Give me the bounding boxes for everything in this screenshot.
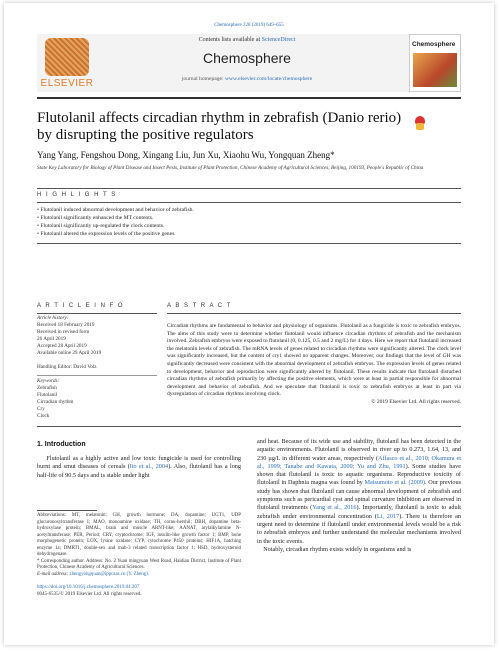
citation-link[interactable]: Affasco et al., 2010; Okamura et al., 1999; Tanabe and Kawata, 2009; Yu and Zhu, 1991 bbox=[257, 454, 461, 470]
article-info-heading: A R T I C L E I N F O bbox=[37, 303, 125, 309]
highlight-item: • Flutolanil significantly enhanced the MT contents. bbox=[37, 215, 154, 221]
divider bbox=[37, 313, 157, 314]
abstract-text: Circadian rhythms are fundamental to behavior and physiology of organisms. Flutolanil as a fungicide is toxic to zebrafish embryos. The aims of this study were to determine whether flutolanil would influence circadian rhythms of zebrafish and the mechanism involved. Zebrafish embryos were exposed to flutolanil (0, 0.125, 0.5 and 2 mg/L) for 4 days. Here we report that flutolanil increased the melatonin levels of zebrafish. The mRNA levels of genes related to circadian rhythms were significantly altered. The clock level was significantly increased, but the content of cry1 showed no apparent changes. Moreover, our findings that the level of GH was significantly decreased were consistent with the abnormal development of zebrafish embryos. The expression levels of genes related to development, behavior and reproduction were significantly altered by flutolanil. These results indicate that flutolanil disturbed circadian rhythms of zebrafish primarily by affecting the positive elements, which were at least in partial responsible for abnormal development and behavior of zebrafish. And we speculate that flutolanil is toxic to zebrafish embryos at least in part via dysregulation of circadian rhythms involving clock. © 2019 Elsevier Ltd. All rights reserved. bbox=[167, 323, 461, 405]
journal-header bbox=[37, 34, 461, 92]
highlight-item: • Flutolanil significantly up-regulated the clock contents. bbox=[37, 223, 165, 229]
doi-link[interactable]: https://doi.org/10.1016/j.chemosphere.2019.04.207 bbox=[37, 585, 140, 590]
email-link[interactable]: zhengyongquan@ippcaas.cn (Y. Zheng). bbox=[69, 571, 149, 577]
elsevier-logo[interactable] bbox=[37, 34, 97, 92]
handling-editor: Handling Editor: David Volz bbox=[37, 364, 97, 370]
abstract-copyright: © 2019 Elsevier Ltd. All rights reserved. bbox=[371, 398, 461, 405]
history-line: 26 April 2019 bbox=[37, 336, 66, 342]
sciencedirect-link[interactable]: ScienceDirect bbox=[261, 37, 296, 43]
highlight-item: • Flutolanil induced abnormal development and behavior of zebrafish. bbox=[37, 207, 194, 213]
highlight-item: • Flutolanil altered the expression levels of the positive genes. bbox=[37, 231, 176, 237]
abbreviations: Abbreviations: MT, melatonin; GH, growth hormone; DA, dopamine; UGT1, UDP glucuronosyltransferase 1; MAO, monoamine oxidase; TH, cornu-hershil; DBH, dopamine beta-hydroxylase protein; BMAL, brain and muscle ARNT-like; AANAT, arylalkylamine N-acetyltransferase; PER, Period; CRY, cryptochrome; IGF, insulin-like growth factor 1; BMP, bone morphogenetic protein; LOX, lysine oxidase; CYP, cytochrome P450 proteins; HIF1A, hatching enzyme 1a; DMRT1, double-sex and mab-3 related transcription factor 1; HSD, hydroxysteroid dehydrogenase. bbox=[37, 513, 241, 557]
corresponding-author: * Corresponding author. Address: No. 2 Yuan mingyuan West Road, Haidian District, Institute of Plant Protection, Chinese Academy of Agricultural Sciences. bbox=[37, 558, 241, 570]
journal-cover[interactable] bbox=[409, 34, 461, 92]
homepage-link[interactable]: www.elsevier.com/locate/chemosphere bbox=[224, 76, 313, 82]
article-title: Flutolanil affects circadian rhythm in zebrafish (Danio rerio) by disrupting the positive regulators bbox=[37, 110, 402, 143]
crossmark-icon[interactable] bbox=[414, 116, 426, 131]
intro-column-2: and heat. Because of its wide use and stability, flutolanil has been detected in the aquatic environments. Flutolanil is observed in river up to 0.273, 1.64, 13, and 230 µg/L in different water areas, respectively (Affasco et al., 2010; Okamura et al., 1999; Tanabe and Kawata, 2009; Yu and Zhu, 1991). Some studies have shown that flutolanil is toxic to aquatic organisms. Reproductive toxicity of flutolanil in Daphnia magna was found by Matsumoto et al. (2009). Our previous study has shown that flutolanil can cause abnormal development of zebrafish and symptoms such as pericardial cyst and spinal curvature inhibition are observed in flutolanil treatments (Yang et al., 2016). Importantly, flutolanil is toxic to adult zebrafish under environmental concentration (Li, 2017). There is therefore an urgent need to determine if flutolanil under environmental levels would be a risk to zebrafish embryos and further understand the molecular mechanisms involved in the toxic events. Notably, circadian rhythm exists widely in organisms and is bbox=[257, 438, 462, 553]
divider bbox=[167, 313, 461, 314]
citation-link[interactable]: Li, 2017 bbox=[376, 512, 400, 520]
history-line: Available online 29 April 2019 bbox=[37, 350, 102, 356]
keyword: Circadian rhythm bbox=[37, 399, 74, 405]
abstract-heading: A B S T R A C T bbox=[167, 303, 232, 309]
divider bbox=[37, 243, 461, 244]
publisher-name: ELSEVIER bbox=[40, 78, 94, 89]
footnotes: Abbreviations: MT, melatonin; GH, growth hormone; DA, dopamine; UGT1, UDP glucuronosyltransferase 1; MAO, monoamine oxidase; TH, cornu-hershil; DBH, dopamine beta-hydroxylase protein; BMAL, brain and muscle ARNT-like; AANAT, arylalkylamine N-acetyltransferase; PER, Period; CRY, cryptochrome; IGF, insulin-like growth factor 1; BMP, bone morphogenetic protein; LOX, lysine oxidase; CYP, cytochrome P450 proteins; HIF1A, hatching enzyme 1a; DMRT1, double-sex and mab-3 related transcription factor 1; HSD, hydroxysteroid dehydrogenase. * Corresponding author. Address: No. 2 Yuan mingyuan West Road, Haidian District, Institute of Plant Protection, Chinese Academy of Agricultural Sciences. E-mail address: zhengyongquan@ippcaas.cn (Y. Zheng). bbox=[37, 513, 241, 577]
elsevier-tree-icon bbox=[45, 38, 89, 76]
keywords-label: Keywords: bbox=[37, 378, 60, 384]
author-list[interactable]: Yang Yang, Fengshou Dong, Xingang Liu, Jun Xu, Xiaohu Wu, Yongquan Zheng* bbox=[37, 150, 335, 160]
journal-reference[interactable]: Chemosphere 228 (2019) 649–655 bbox=[214, 23, 284, 28]
divider bbox=[37, 426, 461, 427]
history-label: Article history: bbox=[37, 315, 69, 321]
divider bbox=[37, 375, 157, 376]
divider bbox=[37, 202, 461, 203]
citation-link[interactable]: Matsumoto et al. (2009) bbox=[364, 479, 425, 487]
keyword: Cry bbox=[37, 406, 45, 412]
affiliation: State Key Laboratory for Biology of Plant Disease and Insect Pests, Institute of Plant Protection, Chinese Academy of Agricultural Sciences, Beijing, 100193, People's Republic of China bbox=[37, 165, 424, 171]
history-line: Received in revised form bbox=[37, 329, 90, 335]
header-rule bbox=[37, 97, 461, 99]
history-line: Accepted 28 April 2019 bbox=[37, 343, 87, 349]
highlights-heading: H I G H L I G H T S bbox=[37, 192, 117, 198]
citation-link[interactable]: Yang et al., 2016 bbox=[312, 504, 357, 512]
keyword: Clock bbox=[37, 413, 50, 419]
section-heading-introduction: 1. Introduction bbox=[37, 441, 86, 448]
journal-name: Chemosphere bbox=[203, 50, 291, 66]
article-page bbox=[4, 3, 494, 645]
cover-title: Chemosphere bbox=[412, 41, 456, 48]
citation-link[interactable]: Ito et al., 2004 bbox=[129, 463, 169, 471]
history-line: Received 18 February 2019 bbox=[37, 322, 95, 328]
divider bbox=[37, 188, 461, 189]
intro-paragraph: Flutolanil as a highly active and low toxic fungicide is used for controlling burnt and smut diseases of cereals (Ito et al., 2004). Also, flutolanil has a long half-life of 90.5 days and is stable under light bbox=[37, 455, 242, 479]
contents-line: Contents lists available at ScienceDirect bbox=[198, 37, 296, 43]
journal-homepage: journal homepage: www.elsevier.com/locate/chemosphere bbox=[181, 76, 313, 82]
issn-line: 0045-6535/© 2019 Elsevier Ltd. All rights reserved. bbox=[37, 592, 142, 597]
cover-image bbox=[413, 53, 457, 87]
keyword: Flutolanil bbox=[37, 392, 58, 398]
keyword: Zebrafish bbox=[37, 385, 57, 391]
footnote-rule bbox=[37, 510, 97, 511]
